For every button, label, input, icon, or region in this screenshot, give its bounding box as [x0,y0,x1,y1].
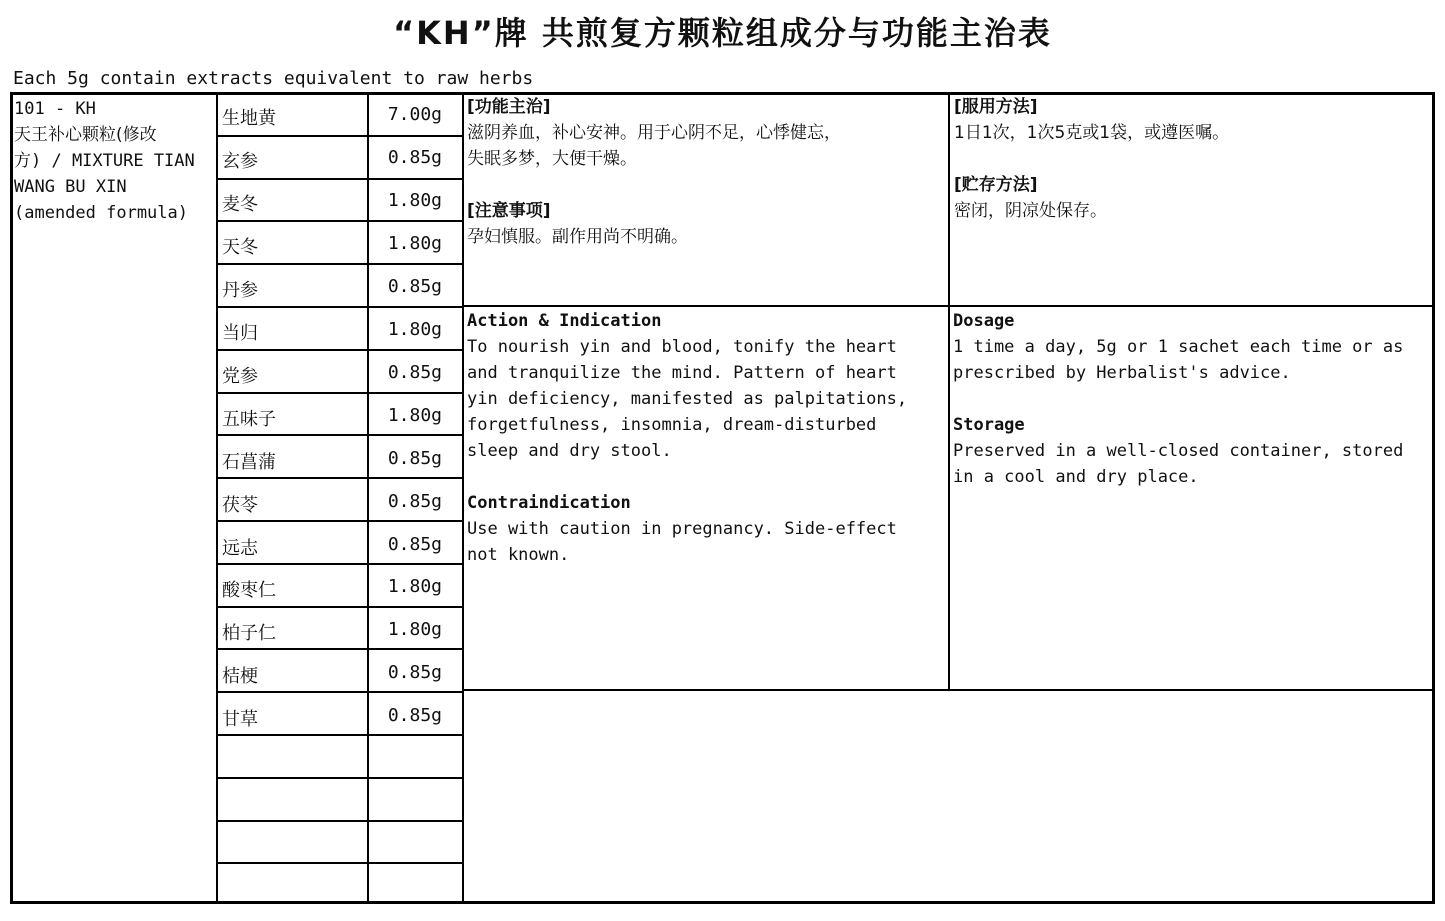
column-divider [367,92,369,904]
cn-usage-heading: [服用方法] [954,97,1038,117]
herb-dose: 7.00g [387,104,442,125]
ingredient-row-divider [216,520,464,522]
ingredient-row-divider [216,862,464,864]
ingredient-row-divider [216,777,464,779]
herb-dose: 1.80g [387,233,442,254]
en-storage-text: Preserved in a well-closed container, stored [953,441,1404,461]
herb-dose: 0.85g [387,534,442,555]
ingredient-row-divider [216,135,464,137]
formula-name-line: 方) / MIXTURE TIAN [14,151,195,171]
en-storage-heading: Storage [953,415,1025,435]
herb-name: 党参 [222,366,258,387]
en-dosage-text: prescribed by Herbalist's advice. [953,363,1291,383]
ingredient-row-divider [216,648,464,650]
herb-name: 五味子 [222,409,276,430]
herb-name: 远志 [222,538,258,559]
column-divider [462,92,464,904]
formula-code: 101 - KH [14,99,96,119]
herb-name: 桔梗 [222,666,258,687]
ingredient-row-divider [216,820,464,822]
subtitle: Each 5g contain extracts equivalent to raw herbs [13,68,534,89]
herb-name: 麦冬 [222,194,258,215]
herb-dose: 1.80g [387,319,442,340]
herb-dose: 1.80g [387,619,442,640]
cn-caution-text: 孕妇慎服。副作用尚不明确。 [467,227,688,247]
en-dosage-block [953,308,1431,490]
ingredient-row-divider [216,434,464,436]
en-action-block [467,308,947,568]
en-contra-text: not known. [467,545,570,565]
ingredient-row-divider [216,306,464,308]
cn-storage-heading: [贮存方法] [954,175,1038,195]
herb-dose: 1.80g [387,576,442,597]
en-dosage-text: 1 time a day, 5g or 1 sachet each time or as [953,337,1404,357]
cn-caution-heading: [注意事项] [467,201,551,221]
column-divider [216,92,218,904]
herb-dose: 0.85g [387,362,442,383]
herb-dose: 1.80g [387,405,442,426]
en-action-text: To nourish yin and blood, tonify the heart [467,337,897,357]
formula-name [14,96,214,226]
herb-name: 生地黄 [222,108,276,129]
formula-name-line: 天王补心颗粒(修改 [14,125,157,145]
ingredient-row-divider [216,178,464,180]
herb-name: 酸枣仁 [222,580,276,601]
herb-name: 茯苓 [222,495,258,516]
row-divider [462,689,1435,691]
ingredient-row-divider [216,477,464,479]
herb-name: 玄参 [222,151,258,172]
herb-dose: 1.80g [387,190,442,211]
herb-dose: 0.85g [387,147,442,168]
herb-name: 甘草 [222,709,258,730]
herb-dose: 0.85g [387,491,442,512]
cn-usage-block [954,94,1432,224]
ingredient-row-divider [216,734,464,736]
formula-name-line: WANG BU XIN [14,177,127,197]
ingredient-row-divider [216,392,464,394]
herb-dose: 0.85g [387,448,442,469]
en-contra-heading: Contraindication [467,493,631,513]
en-action-text: sleep and dry stool. [467,441,672,461]
en-contra-text: Use with caution in pregnancy. Side-effect [467,519,897,539]
herb-name: 当归 [222,323,258,344]
herb-name: 柏子仁 [222,623,276,644]
ingredient-row-divider [216,263,464,265]
page-title: “KH”牌 共煎复方颗粒组成分与功能主治表 [393,14,1052,52]
herb-name: 石菖蒲 [222,452,276,473]
en-action-text: and tranquilize the mind. Pattern of heart [467,363,897,383]
column-divider [948,92,950,690]
en-action-text: forgetfulness, insomnia, dream-disturbed [467,415,877,435]
cn-function-block [467,94,945,250]
en-action-heading: Action & Indication [467,311,662,331]
herb-dose: 0.85g [387,705,442,726]
cn-function-text: 失眠多梦，大便干燥。 [467,149,637,169]
herb-dose: 0.85g [387,662,442,683]
cn-usage-text: 1日1次，1次5克或1袋，或遵医嘱。 [954,123,1230,143]
ingredient-row-divider [216,563,464,565]
formula-name-line: (amended formula) [14,203,188,223]
en-dosage-heading: Dosage [953,311,1015,331]
herb-dose: 0.85g [387,276,442,297]
cn-storage-text: 密闭，阴凉处保存。 [954,201,1107,221]
cn-function-text: 滋阴养血，补心安神。用于心阴不足，心悸健忘， [467,123,841,143]
cn-function-heading: [功能主治] [467,97,551,117]
ingredient-row-divider [216,606,464,608]
ingredient-row-divider [216,349,464,351]
herb-name: 天冬 [222,237,258,258]
ingredient-row-divider [216,691,464,693]
herb-name: 丹参 [222,280,258,301]
row-divider [462,305,1435,307]
en-action-text: yin deficiency, manifested as palpitations, [467,389,908,409]
ingredient-row-divider [216,220,464,222]
en-storage-text: in a cool and dry place. [953,467,1199,487]
